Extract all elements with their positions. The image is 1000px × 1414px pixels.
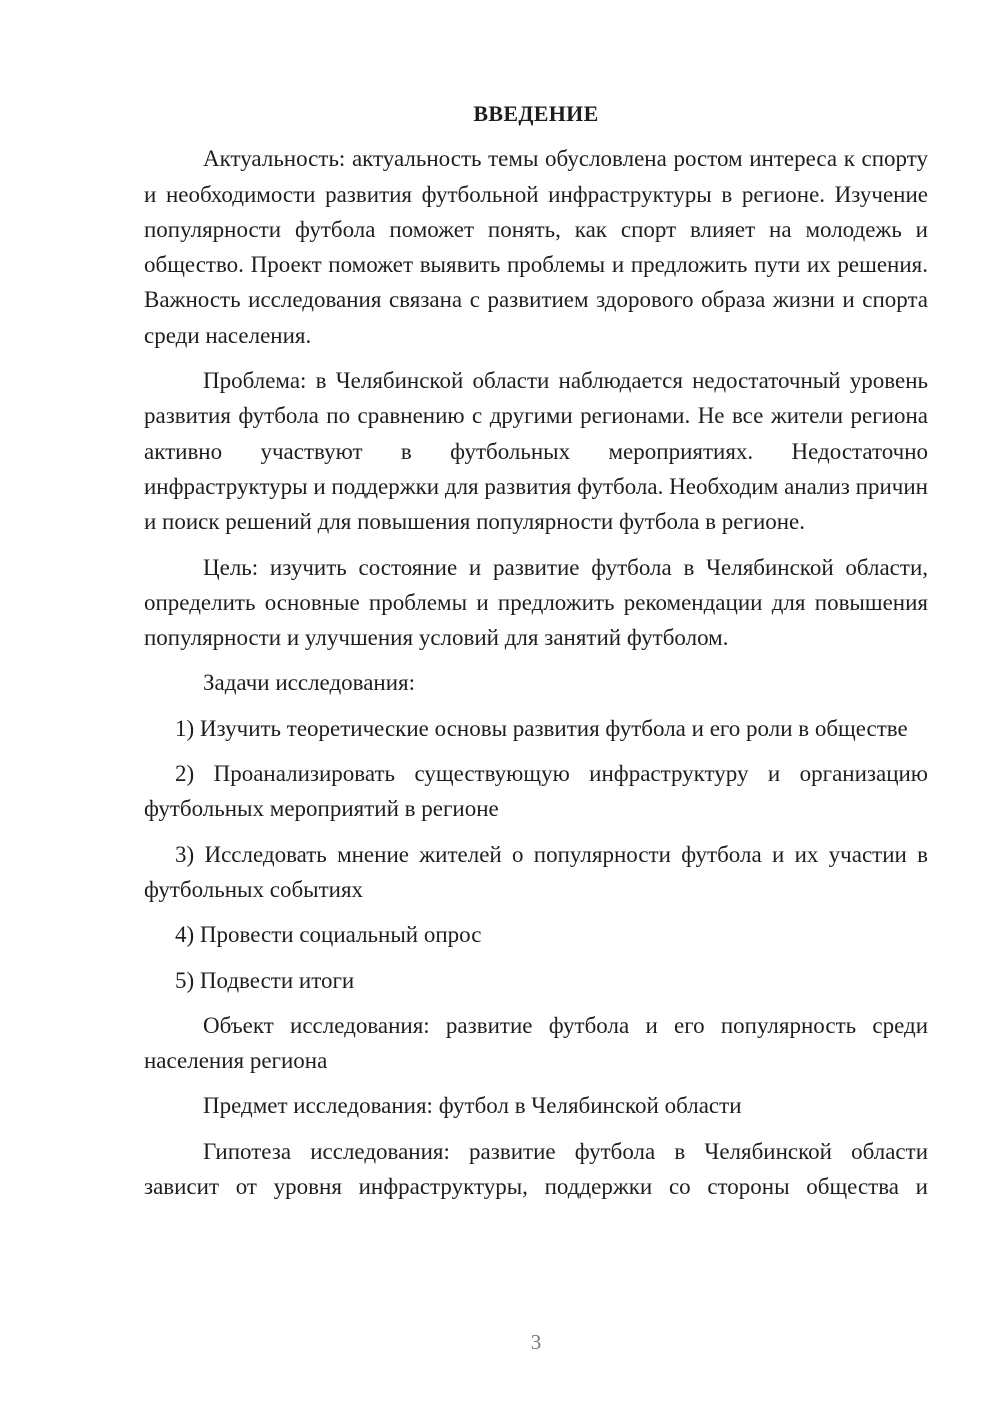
task-item-3: 3) Исследовать мнение жителей о популярности футбола и их участии в футбольных событиях [144, 841, 928, 902]
hypothesis-paragraph: Гипотеза исследования: развитие футбола в Челябинской области зависит от уровня инфраструктуры, поддержки со стороны общества и [144, 1138, 928, 1200]
relevance-paragraph: Актуальность: актуальность темы обусловлена ростом интереса к спорту и необходимости развития футбольной инфраструктуры в регионе. Изучение популярности футбола поможет понять, как спорт влияет на молодежь и общество. Проект поможет выявить проблемы и предложить пути их решения. Важность исследования связана с развитием здорового образа жизни и спорта среди населения. [144, 146, 928, 348]
problem-paragraph: Проблема: в Челябинской области наблюдается недостаточный уровень развития футбола по сравнению с другими регионами. Не все жители региона активно участвуют в футбольных мероприятиях. Недостаточно инфраструктуры и поддержки для развития футбола. Необходим анализ причин и поиск решений для повышения популярности футбола в регионе. [144, 368, 928, 535]
subject-paragraph: Предмет исследования: футбол в Челябинской области [203, 1093, 742, 1119]
section-title: ВВЕДЕНИЕ [473, 101, 599, 126]
page-content [144, 96, 928, 1214]
page-number: 3 [530, 1330, 542, 1354]
tasks-heading: Задачи исследования: [203, 670, 416, 696]
task-item-4: 4) Провести социальный опрос [175, 922, 482, 948]
task-item-1: 1) Изучить теоретические основы развития футбола и его роли в обществе [175, 715, 908, 741]
task-item-2: 2) Проанализировать существующую инфраструктуру и организацию футбольных мероприятий в регионе [144, 761, 928, 822]
goal-paragraph: Цель: изучить состояние и развитие футбола в Челябинской области, определить основные проблемы и предложить рекомендации для повышения популярности и улучшения условий для занятий футболом. [144, 554, 928, 651]
task-item-5: 5) Подвести итоги [175, 967, 355, 993]
object-paragraph: Объект исследования: развитие футбола и его популярность среди населения региона [144, 1012, 928, 1074]
